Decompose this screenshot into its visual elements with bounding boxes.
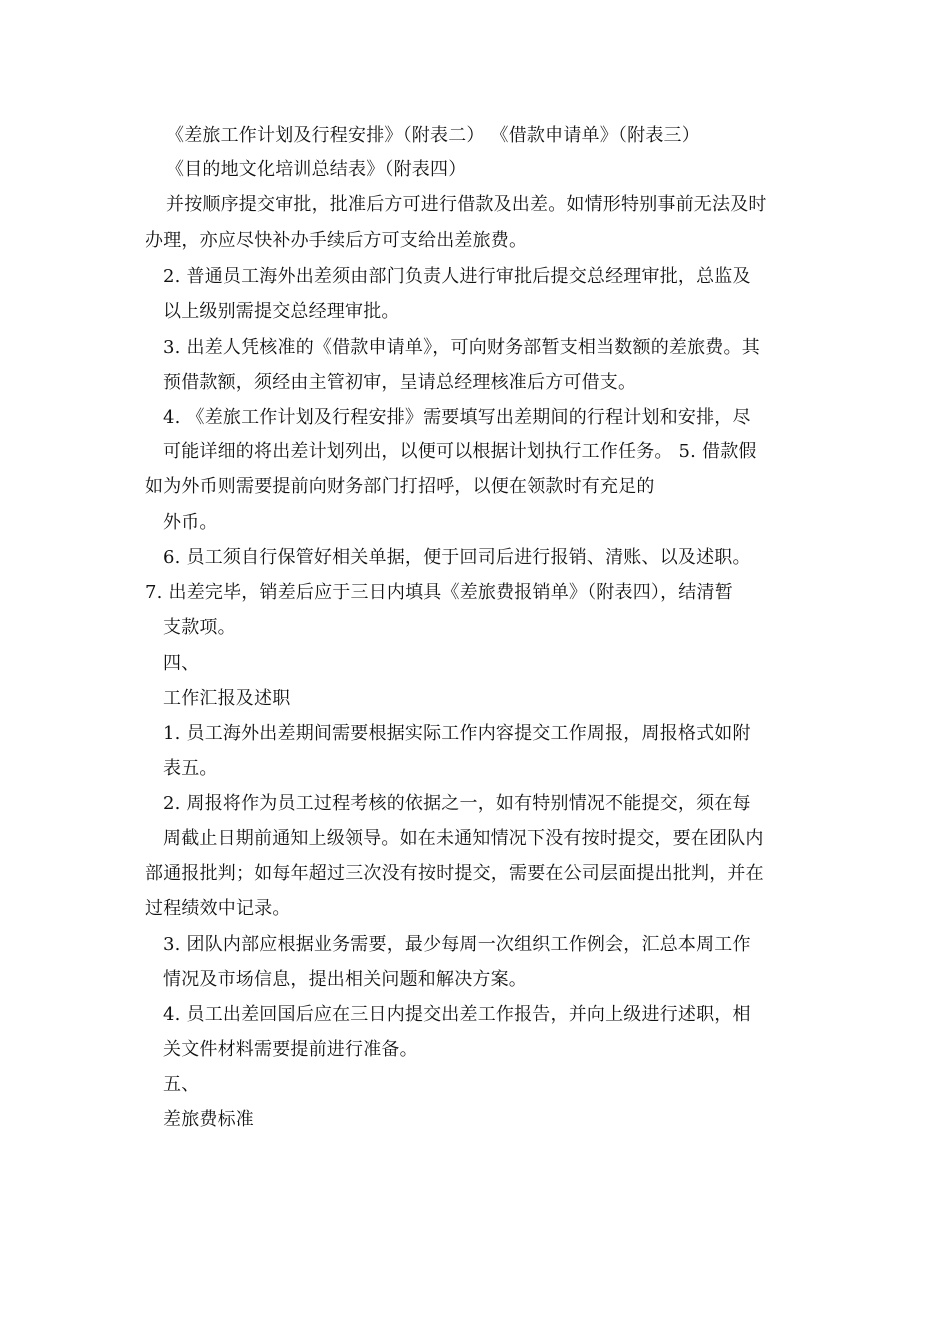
- text-line-21: 周截止日期前通知上级领导。如在未通知情况下没有按时提交，要在团队内: [163, 828, 764, 849]
- text-line-13: 6. 员工须自行保管好相关单据，便于回司后进行报销、清账、以及述职。: [163, 547, 751, 568]
- text-line-3: 并按顺序提交审批，批准后方可进行借款及出差。如情形特别事前无法及时: [166, 194, 767, 215]
- section-heading-report: 工作汇报及述职: [163, 688, 291, 709]
- section-number-4: 四、: [163, 653, 200, 674]
- section-number-5: 五、: [163, 1074, 200, 1095]
- text-line-26: 4. 员工出差回国后应在三日内提交出差工作报告，并向上级进行述职，相: [163, 1004, 751, 1025]
- text-line-15: 支款项。: [163, 617, 236, 638]
- text-line-14: 7. 出差完毕，销差后应于三日内填具《差旅费报销单》（附表四），结清暂: [145, 582, 733, 603]
- text-line-11: 如为外币则需要提前向财务部门打招呼，以便在领款时有充足的: [145, 476, 655, 497]
- text-line-22: 部通报批判；如每年超过三次没有按时提交，需要在公司层面提出批判，并在: [145, 863, 764, 884]
- text-line-23: 过程绩效中记录。: [145, 898, 291, 919]
- text-line-18: 1. 员工海外出差期间需要根据实际工作内容提交工作周报，周报格式如附: [163, 723, 751, 744]
- text-line-20: 2. 周报将作为员工过程考核的依据之一，如有特别情况不能提交，须在每: [163, 793, 751, 814]
- text-line-12: 外币。: [163, 512, 218, 533]
- text-line-1: 《差旅工作计划及行程安排》（附表二） 《借款申请单》（附表三）: [166, 125, 700, 146]
- text-line-7: 3. 出差人凭核准的《借款申请单》，可向财务部暂支相当数额的差旅费。其: [163, 337, 760, 358]
- text-line-4: 办理，亦应尽快补办手续后方可支给出差旅费。: [145, 230, 528, 251]
- text-line-10: 可能详细的将出差计划列出，以便可以根据计划执行工作任务。 5. 借款假: [163, 441, 757, 462]
- text-line-2: 《目的地文化培训总结表》（附表四）: [166, 159, 467, 180]
- text-line-24: 3. 团队内部应根据业务需要，最少每周一次组织工作例会，汇总本周工作: [163, 934, 751, 955]
- text-line-8: 预借款额，须经由主管初审，呈请总经理核准后方可借支。: [163, 372, 637, 393]
- text-line-25: 情况及市场信息，提出相关问题和解决方案。: [163, 969, 527, 990]
- text-line-27: 关文件材料需要提前进行准备。: [163, 1039, 418, 1060]
- text-line-6: 以上级别需提交总经理审批。: [163, 301, 400, 322]
- text-line-9: 4. 《差旅工作计划及行程安排》需要填写出差期间的行程计划和安排，尽: [163, 407, 751, 428]
- text-line-19: 表五。: [163, 758, 218, 779]
- section-heading-travel-standard: 差旅费标准: [163, 1109, 254, 1130]
- text-line-5: 2. 普通员工海外出差须由部门负责人进行审批后提交总经理审批，总监及: [163, 266, 751, 287]
